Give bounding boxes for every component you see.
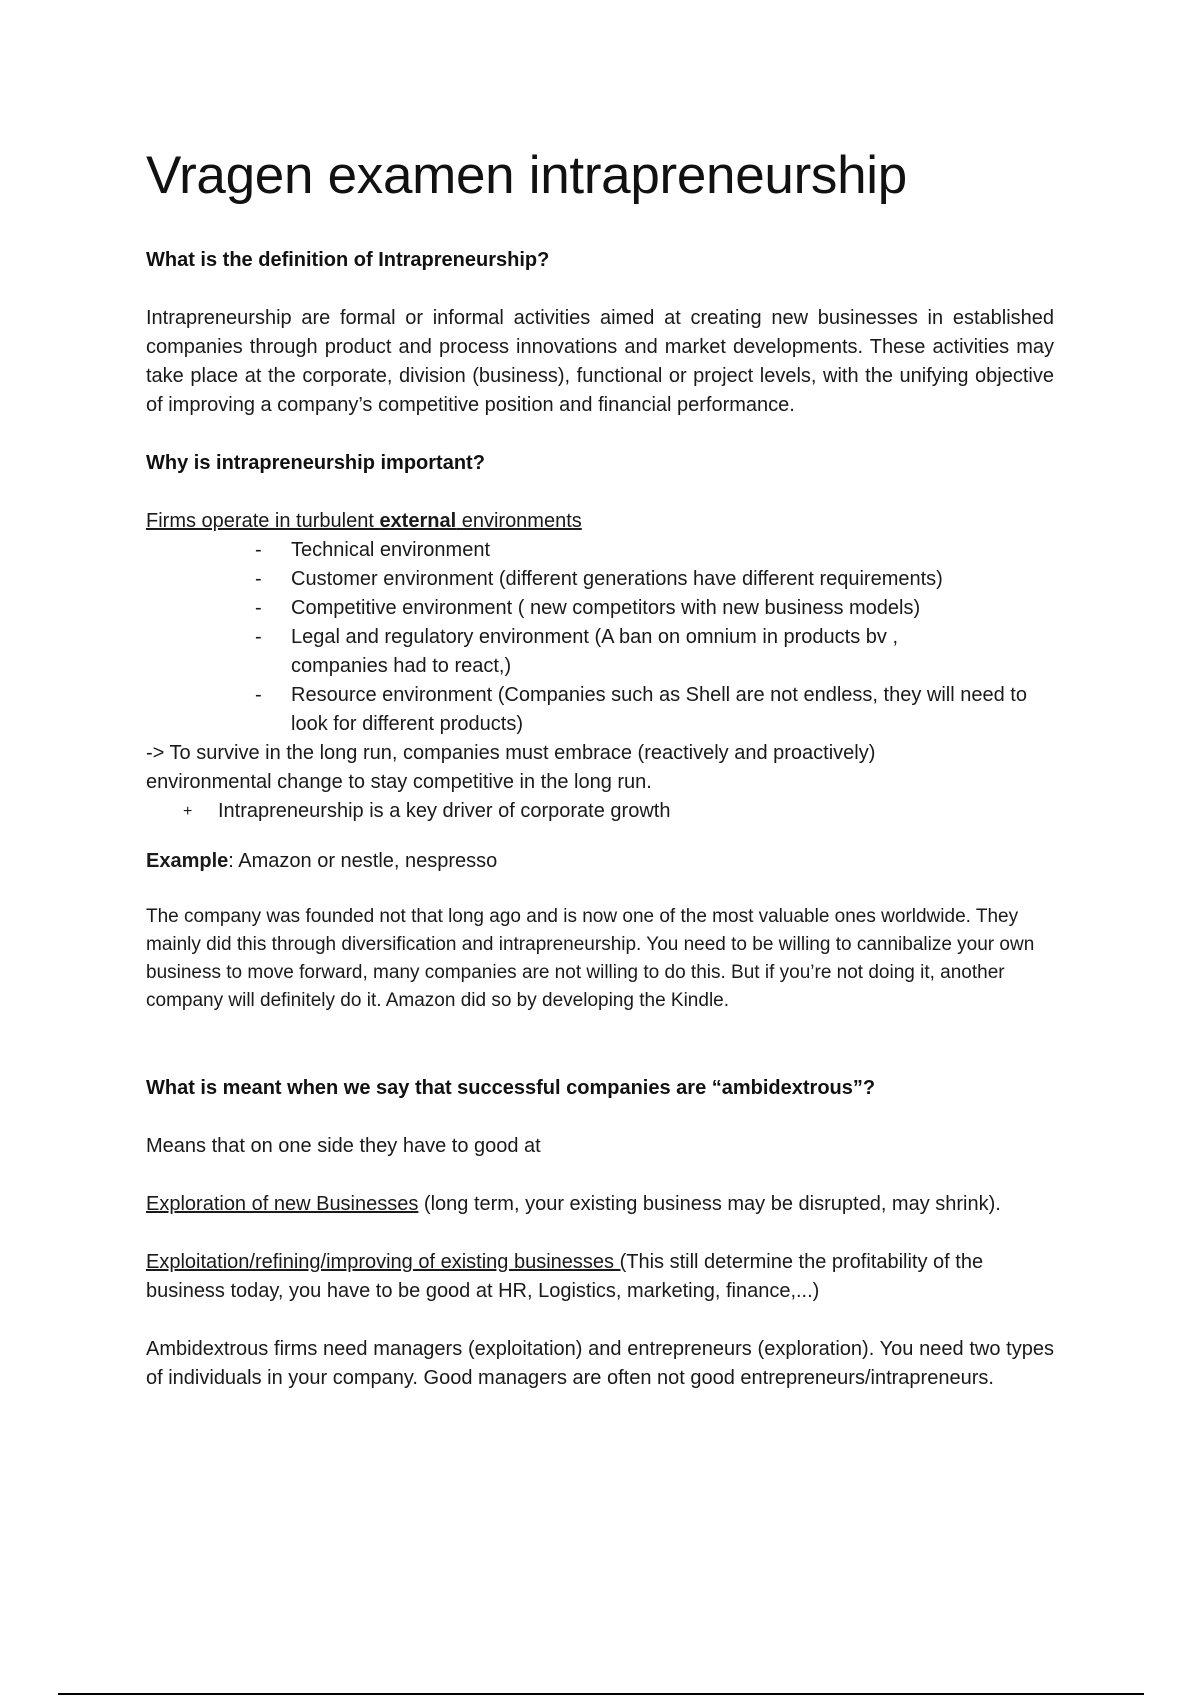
list-item bbox=[255, 681, 1054, 739]
conclusion-text: -> To survive in the long run, companies must embrace (reactively and proactively) environmental change to stay competitive in the long run. bbox=[146, 742, 876, 793]
example-text: : Amazon or nestle, nespresso bbox=[228, 850, 498, 872]
plus-item-text: Intrapreneurship is a key driver of corporate growth bbox=[218, 800, 671, 822]
list-item bbox=[255, 565, 1054, 594]
plus-item bbox=[146, 797, 1054, 826]
page-bottom-rule bbox=[58, 1693, 1144, 1695]
exploitation-text: This still determine the profitability of the business today, you have to be good at HR, Logistics, marketing, finance,...) bbox=[146, 1251, 984, 1302]
list-item-text: Customer environment (different generations have different requirements) bbox=[291, 568, 943, 590]
ambidextrous-closing: Ambidextrous firms need managers (exploitation) and entrepreneurs (exploration). You need two types of individuals in your company. Good managers are often not good entrepreneurs/intrapreneurs. bbox=[146, 1338, 1054, 1389]
question-importance: Why is intrapreneurship important? bbox=[146, 452, 485, 474]
dash-bullet: - bbox=[255, 539, 262, 561]
external-environments-heading bbox=[146, 507, 1054, 536]
dash-bullet: - bbox=[255, 684, 262, 706]
example-paragraph: The company was founded not that long ago and is now one of the most valuable ones worldwide. They mainly did this through diversification and intrapreneurship. You need to be willing to cannibalize your own business to move forward, many companies are not willing to do this. But if you’re not doing it, another company will definitely do it. Amazon did so by developing the Kindle. bbox=[146, 906, 1035, 1011]
dash-bullet: - bbox=[255, 626, 262, 648]
dash-bullet: - bbox=[255, 597, 262, 619]
question-definition: What is the definition of Intrapreneurship? bbox=[146, 249, 550, 271]
list-item bbox=[255, 536, 1054, 565]
heading-bold-external: external bbox=[379, 510, 457, 532]
heading-part-2: environments bbox=[456, 510, 582, 532]
environment-list bbox=[146, 536, 1054, 739]
list-item bbox=[255, 594, 1054, 623]
ambidextrous-intro: Means that on one side they have to good at bbox=[146, 1135, 541, 1157]
exploration-label: Exploration of new Businesses bbox=[146, 1193, 419, 1215]
exploration-text: (long term, your existing business may be disrupted, may shrink). bbox=[418, 1193, 1001, 1215]
list-item-text: Legal and regulatory environment (A ban on omnium in products bv , companies had to react,) bbox=[291, 626, 899, 677]
document-title: Vragen examen intrapreneurship bbox=[146, 146, 907, 205]
list-item-text: Technical environment bbox=[291, 539, 490, 561]
question-ambidextrous: What is meant when we say that successful companies are “ambidextrous”? bbox=[146, 1077, 876, 1099]
exploitation-label: Exploitation/refining/improving of existing businesses ( bbox=[146, 1251, 627, 1273]
exploration-paragraph bbox=[146, 1190, 1054, 1219]
dash-bullet: - bbox=[255, 568, 262, 590]
example-line bbox=[146, 847, 1054, 876]
heading-part-1: Firms operate in turbulent bbox=[146, 510, 380, 532]
list-item bbox=[255, 623, 1054, 681]
answer-definition: Intrapreneurship are formal or informal activities aimed at creating new businesses in established companies through product and process innovations and market developments. These activities may take place at the corporate, division (business), functional or project levels, with the unifying objective of improving a company’s competitive position and financial performance. bbox=[146, 307, 1054, 416]
plus-bullet: + bbox=[183, 803, 193, 820]
list-item-text: Competitive environment ( new competitors with new business models) bbox=[291, 597, 921, 619]
document-content bbox=[146, 140, 1054, 1393]
example-label: Example bbox=[146, 850, 229, 872]
exploitation-paragraph bbox=[146, 1248, 1054, 1306]
list-item-text: Resource environment (Companies such as Shell are not endless, they will need to look for different products) bbox=[291, 684, 1027, 735]
